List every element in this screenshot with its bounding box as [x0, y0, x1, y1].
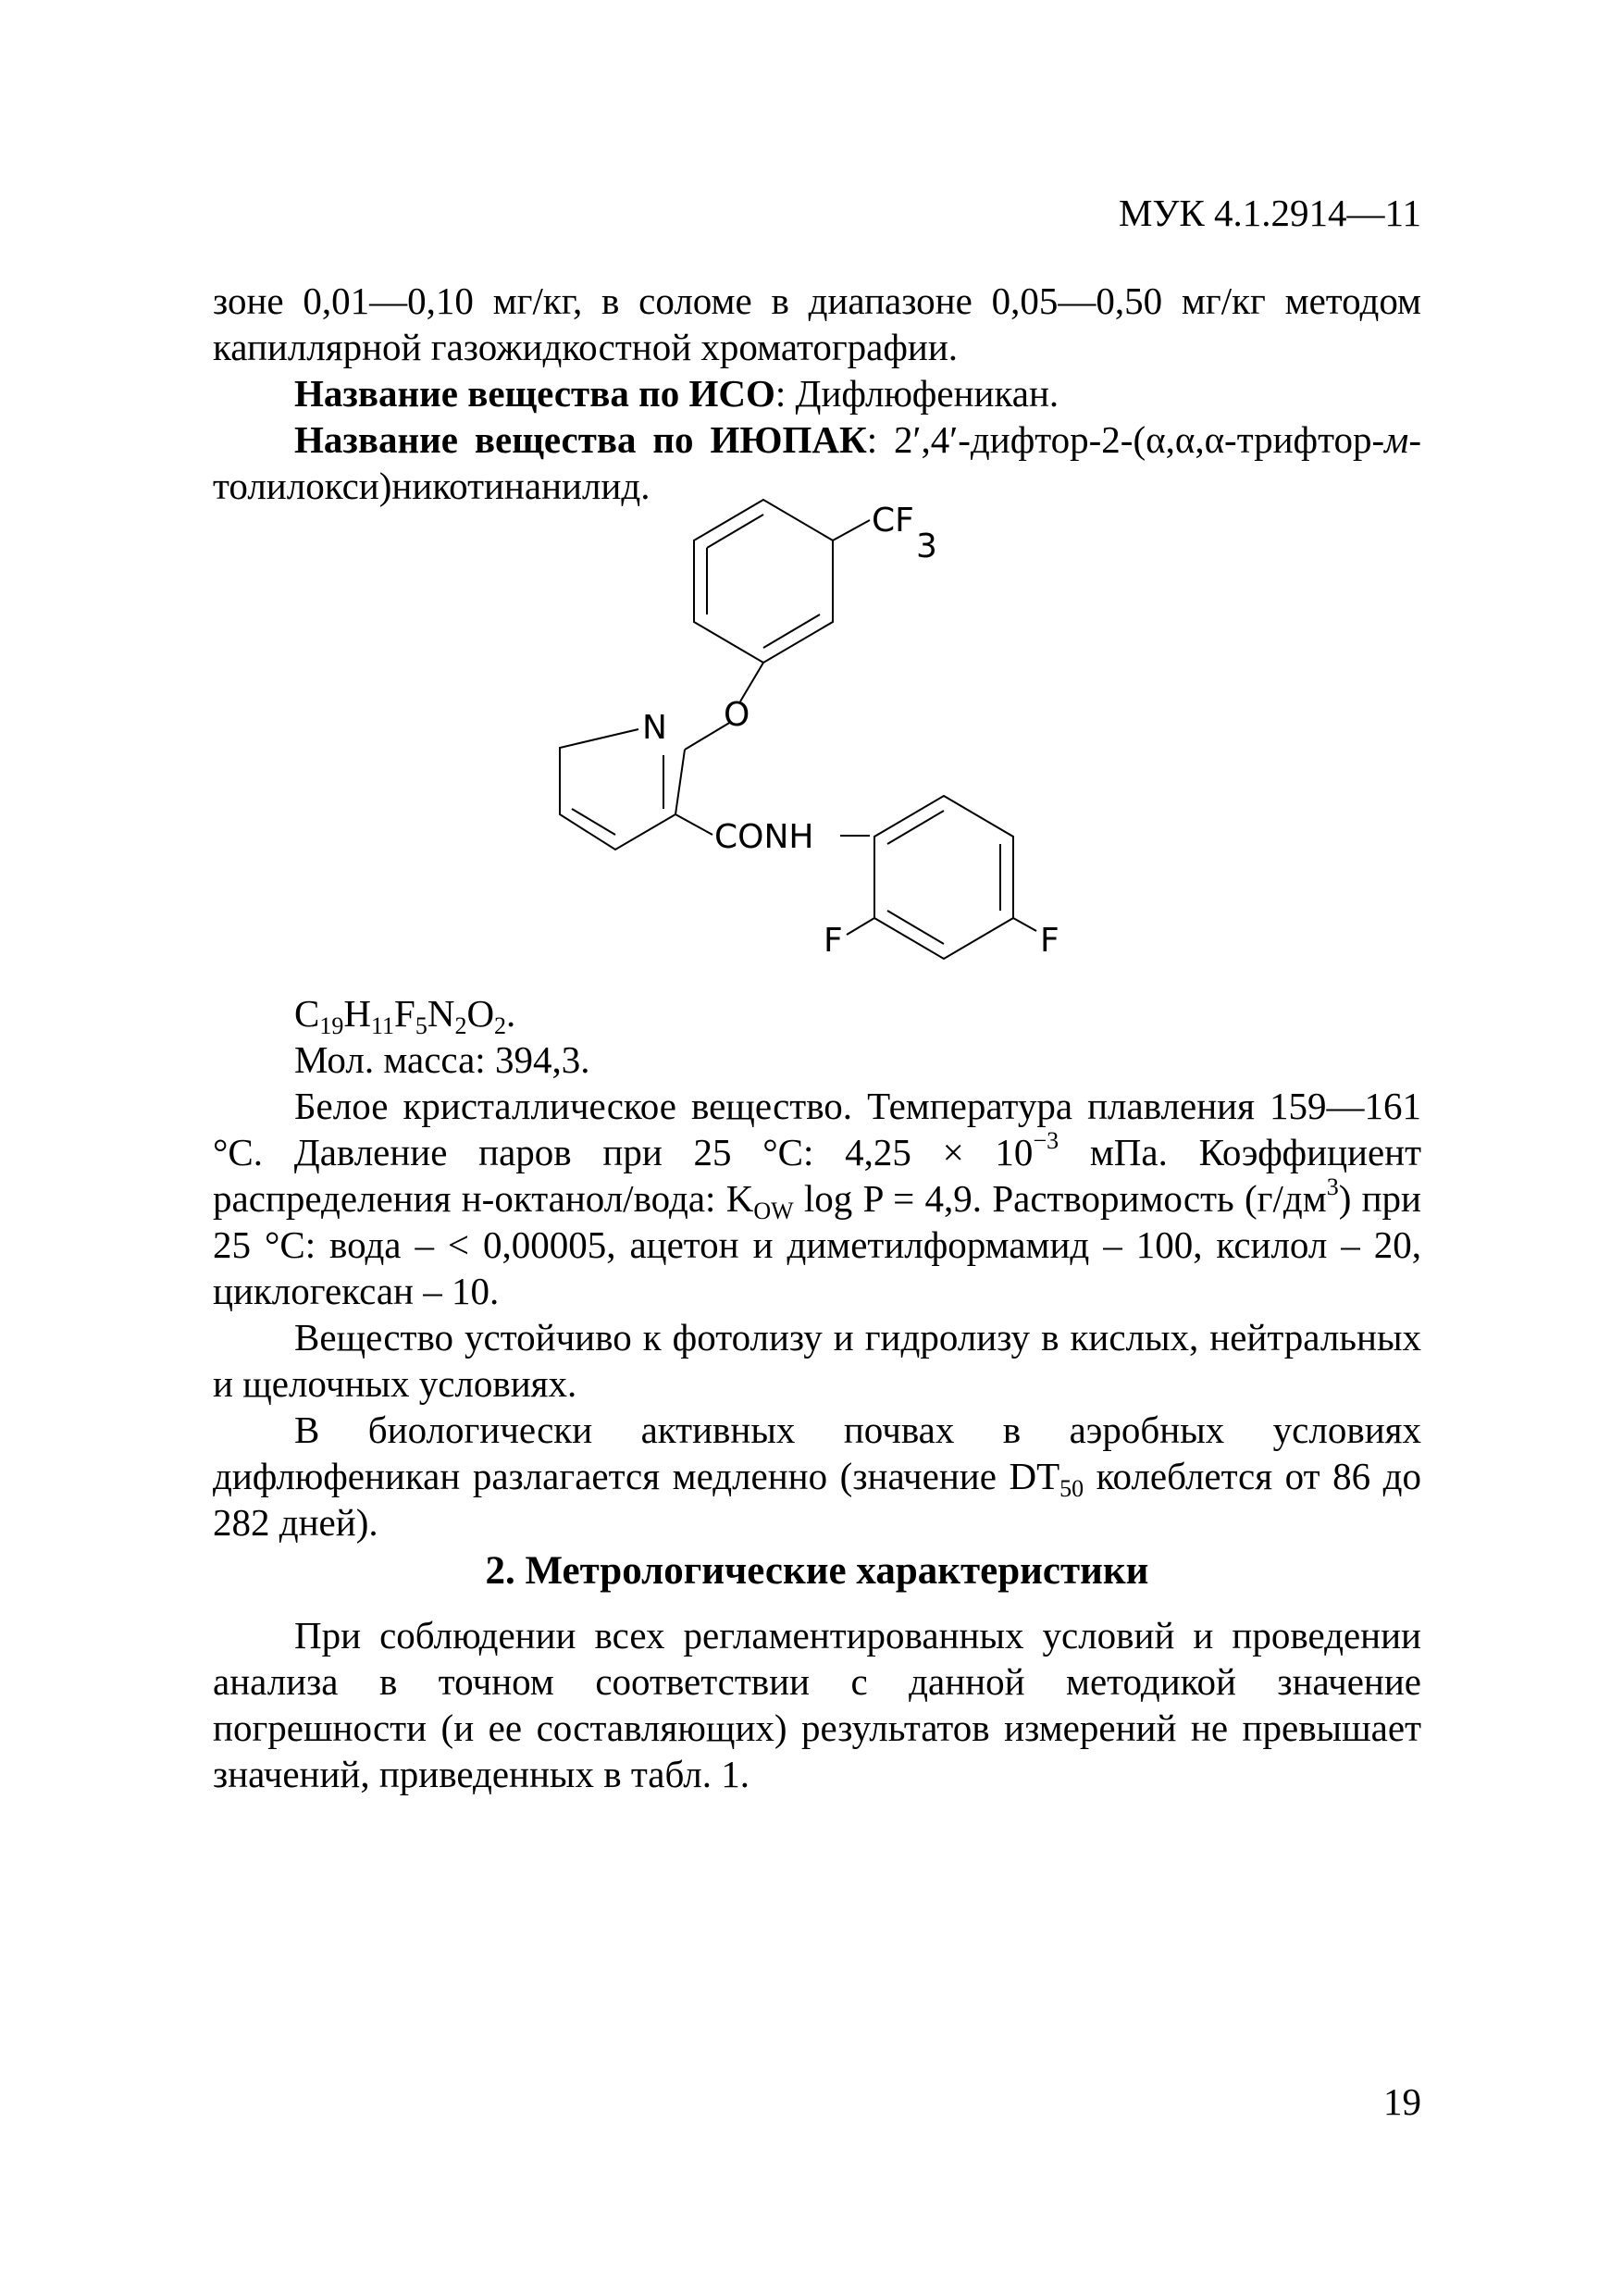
- benzene-ring-bottom: [874, 796, 1013, 959]
- section-2-body: При соблюдении всех регламентированных условий и проведении анализа в точном соответствии с данной методикой значение погрешности (и ее составляющих) результатов измерений не превышает значений, приведенных в табл. 1.: [213, 1614, 1421, 1795]
- bond-inner: [572, 809, 615, 835]
- bond-inner: [763, 614, 820, 648]
- page-number: 19: [1383, 2080, 1421, 2123]
- bond-inner: [887, 811, 944, 844]
- cf3-label: CF: [872, 502, 914, 540]
- bond-inner: [887, 911, 944, 944]
- properties-block: [213, 990, 1421, 1545]
- stability-paragraph: Вещество устойчиво к фотолизу и гидролизу в кислых, нейтральных и щелочных условиях.: [213, 1316, 1421, 1405]
- structure-drawing: [546, 500, 1083, 981]
- iupac-value-italic: м: [1384, 418, 1409, 461]
- iso-value: : Дифлюфеникан.: [774, 372, 1059, 415]
- bond-f2: [1013, 918, 1036, 931]
- molecular-formula: $C_{19}H_{11}F_5N_2O_2$.: [294, 992, 516, 1039]
- iso-name-line: [213, 370, 1421, 416]
- section-2-title: 2. Метрологические характеристики: [485, 1549, 1149, 1593]
- bond-amide: [675, 814, 712, 835]
- section-2-block: [213, 1612, 1421, 1797]
- fluorine-label-ortho: F: [824, 922, 843, 960]
- degradation-paragraph: В биологически активных почвах в аэробных условиях дифлюфеникан разлагается медленно (значение $DT_{50}$ колеблется от 86 до 282 дней).: [213, 1409, 1421, 1544]
- structural-formula: [546, 500, 1083, 981]
- conh-label: CONH: [714, 818, 814, 856]
- molecular-mass: Мол. масса: 394,3.: [294, 1038, 590, 1081]
- iupac-value-a: : 2′,4′-дифтор-2-(α,α,α-трифтор-: [866, 418, 1385, 461]
- fluorine-label-para: F: [1040, 922, 1059, 960]
- intro-continuation: зоне 0,01—0,10 мг/кг, в соломе в диапазоне 0,05—0,50 мг/кг методом капиллярной газожидкостной хроматографии.: [213, 279, 1421, 368]
- iupac-label: Название вещества по ИЮПАК: [294, 418, 867, 461]
- iupac-name-line: [213, 416, 1421, 509]
- physical-properties: Белое кристаллическое вещество. Температура плавления 159—161 °С. Давление паров при 25 °С: $4,25 \times 10^{-3}$ мПа. Коэффициент распределения н-октанол/вода: $K_{OW}$ log P = 4,9. Растворимость $(г/дм^3)$ при 25 °С: вода – < 0,00005, ацетон и диметилформамид – 100, ксилол – 20, циклогексан – 10.: [213, 1085, 1422, 1312]
- nitrogen-label: N: [642, 709, 667, 747]
- cf3-subscript: 3: [916, 527, 937, 565]
- bond-inner: [707, 515, 763, 548]
- bond-cf3: [833, 520, 870, 540]
- bond-f1: [847, 918, 874, 935]
- iupac-value-b: -толилокси)никотинанилид.: [213, 418, 1421, 507]
- oxygen-label: O: [724, 696, 750, 734]
- iso-label: Название вещества по ИСО: [294, 372, 775, 415]
- document-code: МУК 4.1.2914—11: [1118, 192, 1421, 234]
- pyridine-ring: [560, 729, 685, 850]
- benzene-ring-top: [694, 500, 833, 663]
- intro-block: [213, 278, 1421, 509]
